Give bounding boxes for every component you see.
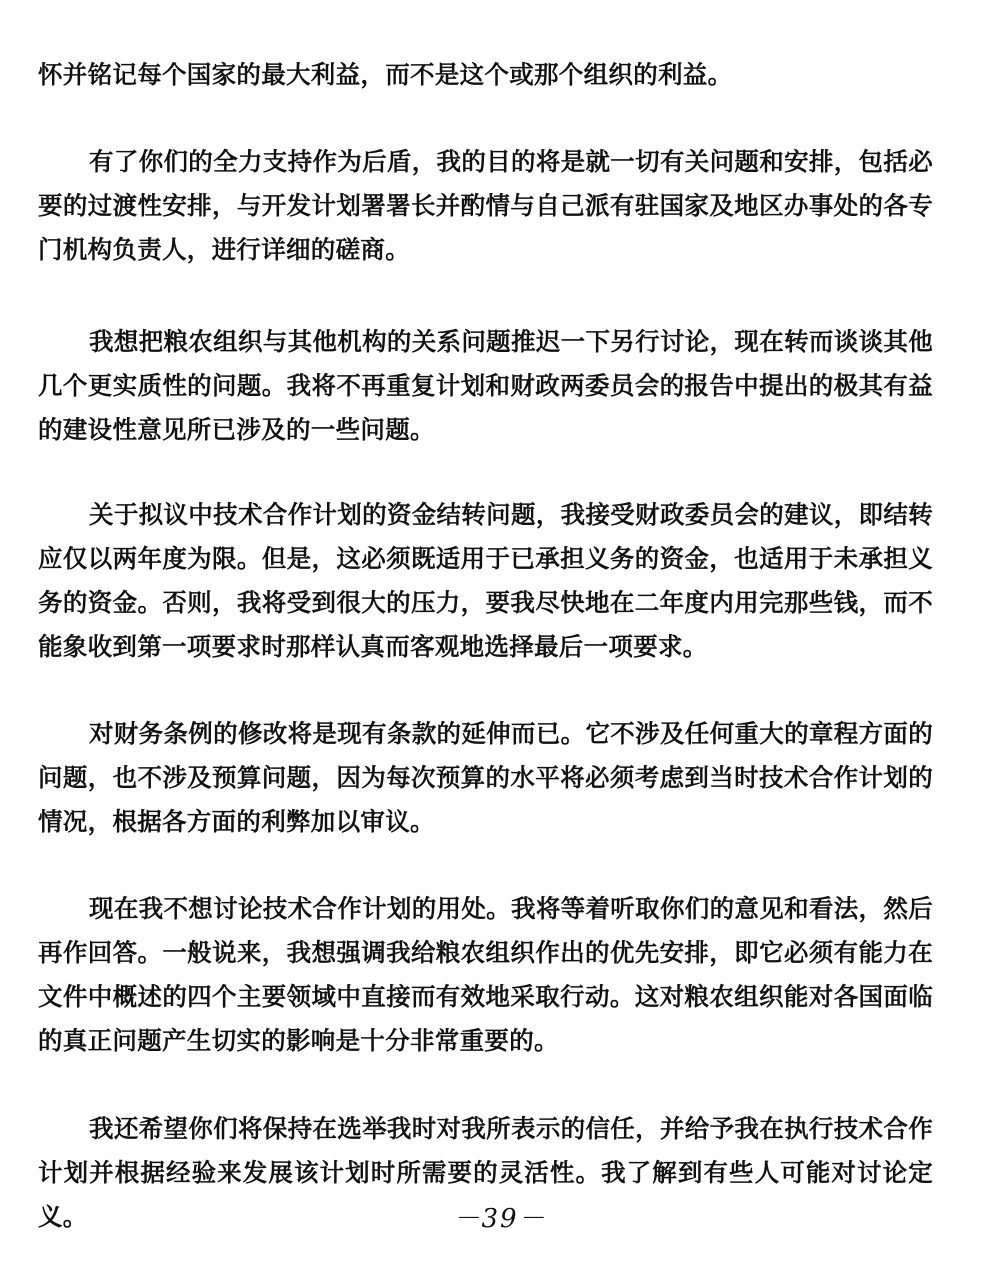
paragraph-continuation: 怀并铭记每个国家的最大利益，而不是这个或那个组织的利益。 <box>38 60 733 89</box>
paragraph-carryover: 关于拟议中技术合作计划的资金结转问题，我接受财政委员会的建议，即结转应仅以两年度为限。但是，这必须既适用于已承担义务的资金，也适用于未承担义务的资金。否则，我将受到很大的压力，要我尽快地在二年度内用完那些钱，而不能象收到第一项要求时那样认真而客观地选择最后一项要求。 <box>38 500 933 661</box>
paragraph-relations: 我想把粮农组织与其他机构的关系问题推迟一下另行讨论，现在转而谈谈其他几个更实质性的问题。我将不再重复计划和财政两委员会的报告中提出的极其有益的建设性意见所已涉及的一些问题。 <box>38 327 933 444</box>
page-number: －39－ <box>453 1204 547 1234</box>
paragraph-confidence: 我还希望你们将保持在选举我时对我所表示的信任，并给予我在执行技术合作计划并根据经验来发展该计划时所需要的灵活性。我了解到有些人可能对讨论定义。 <box>38 1114 933 1231</box>
paragraph-financial-regulations: 对财务条例的修改将是现有条款的延伸而已。它不涉及任何重大的章程方面的问题，也不涉及预算问题，因为每次预算的水平将必须考虑到当时技术合作计划的情况，根据各方面的利弊加以审议。 <box>38 719 933 836</box>
paragraph-consultation: 有了你们的全力支持作为后盾，我的目的将是就一切有关问题和安排，包括必要的过渡性安排，与开发计划署署长并酌情与自己派有驻国家及地区办事处的各专门机构负责人，进行详细的磋商。 <box>38 147 933 264</box>
paragraph-priorities: 现在我不想讨论技术合作计划的用处。我将等着听取你们的意见和看法，然后再作回答。一般说来，我想强调我给粮农组织作出的优先安排，即它必须有能力在文件中概述的四个主要领域中直接而有效地采取行动。这对粮农组织能对各国面临的真正问题产生切实的影响是十分非常重要的。 <box>38 894 933 1055</box>
